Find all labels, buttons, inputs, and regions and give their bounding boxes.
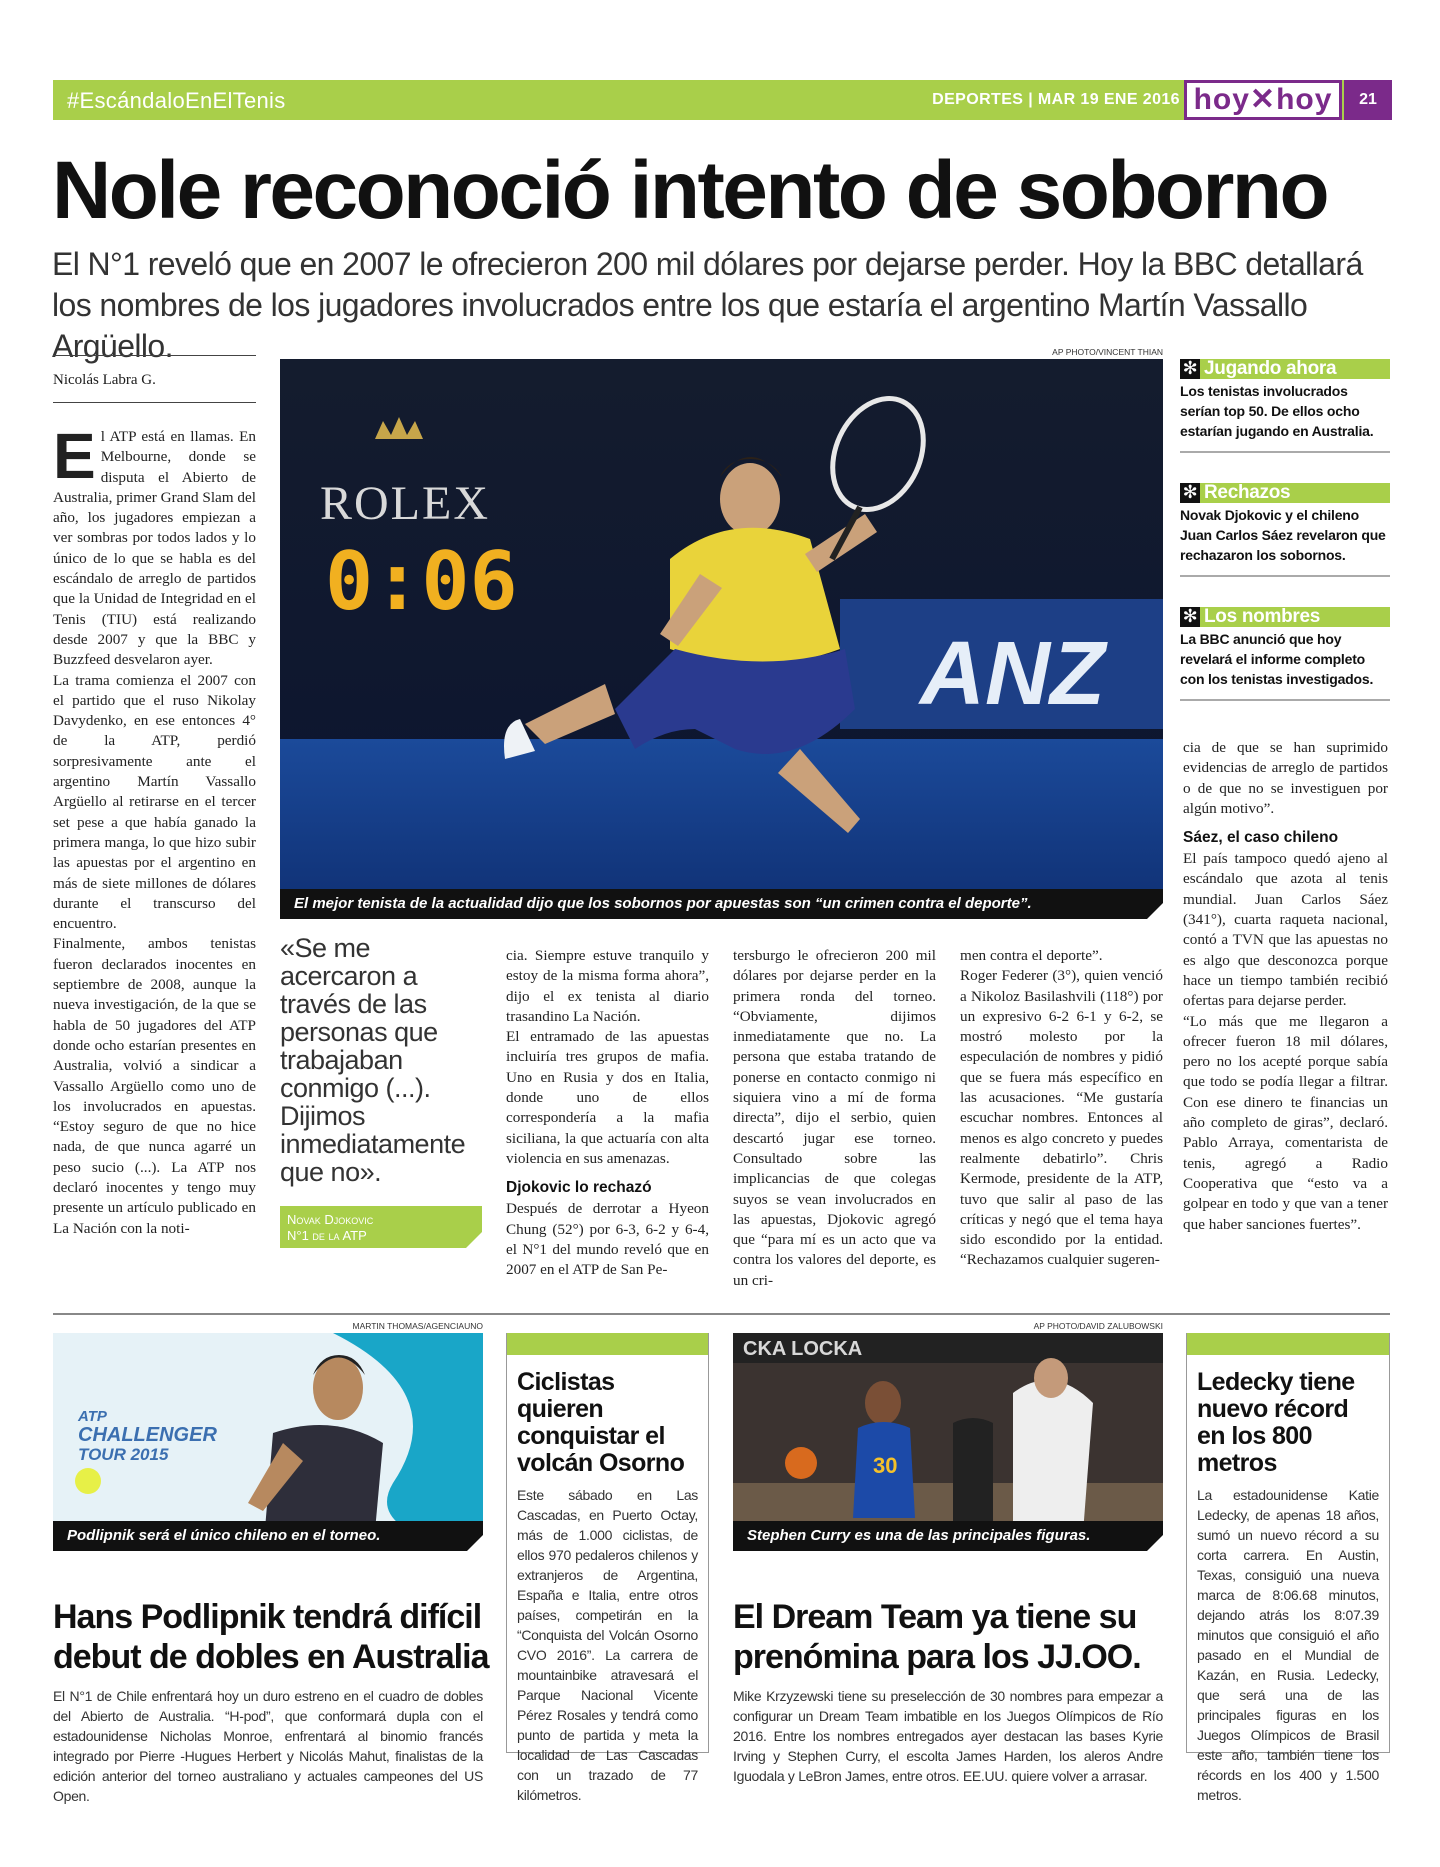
sidebar-heading (1180, 607, 1390, 627)
asterisk-icon: ✻ (1180, 359, 1200, 379)
brief-box-swimming (1186, 1333, 1390, 1803)
corner-fold-icon (467, 1535, 483, 1551)
sidebar-heading (1180, 483, 1390, 503)
deck: El N°1 reveló que en 2007 le ofrecieron 200 mil dólares por dejarse perder. Hoy la BBC detallará los nombres de los jugadores involucrados entre los que estaría el argentino Martín Vassallo Argüello. (52, 246, 1363, 364)
sidebar-title: Los nombres (1204, 606, 1320, 627)
quote-attribution (280, 1206, 482, 1248)
sidebar-title: Rechazos (1204, 482, 1291, 503)
ad-sign-text: ANZ (920, 624, 1105, 724)
page-number: 21 (1344, 80, 1392, 120)
quote-role: N°1 de la ATP (287, 1228, 367, 1243)
sidebar-box-3 (1180, 607, 1390, 701)
col5-paragraph-2: Roger Federer (3°), quien venció a Nikoloz Basilashvili (118°) por un expresivo 6-2 6-1 y 6-2, se mostró molesto por la especulación de nombres y pidió que se fuera más específico en las acusaciones. “Me gustaría escuchar nombres. Entonces al menos es algo concreto y puedes realmente debatirlo”. Chris Kermode, presidente de la ATP, tuvo que salir al paso de las críticas y negó que el tema haya sido escondido por la entidad. “Rechazamos cualquier sugeren- (960, 967, 1163, 1269)
logo-text-2: CHALLENGER (78, 1424, 217, 1446)
col3-paragraph-2: El entramado de las apuestas incluiría tres grupos de mafia. Uno en Rusia y dos en Italia, donde uno de ellos correspondería a la mafia siciliana, la que actuaría con alta violencia en sus amenazas. (506, 1028, 709, 1167)
jersey-number: 30 (873, 1453, 898, 1478)
col4-paragraph-1: tersburgo le ofrecieron 200 mil dólares por dejarse perder en la primera ronda del torneo. “Obviamente, dijimos inmediatamente que no. La persona que estaba tratando de ponerse en contacto conmigo ni siquiera vino a mí de forma directa”, dijo el serbio, quien descartó jugar ese torneo. Consultado sobre las implicancias de que colegas suyos se vean involucrados en las apuestas, Djokovic agregó que “para mí es un acto que va contra los valores del deporte, es un cri- (733, 947, 936, 1289)
col5-paragraph-1: men contra el deporte”. (960, 947, 1103, 964)
sidebar-heading (1180, 359, 1390, 379)
logo-text-1: ATP (78, 1408, 107, 1425)
story-headline: El Dream Team ya tiene su prenómina para los JJ.OO. (733, 1598, 1141, 1676)
basketball-photo (733, 1333, 1163, 1551)
logo-text-3: TOUR 2015 (78, 1445, 169, 1464)
photo-credit: AP PHOTO/VINCENT THIAN (1052, 347, 1163, 357)
col1-paragraph-3: Finalmente, ambos tenistas fueron declarados inocentes en septiembre de 2008, aunque la nueva investigación, de la que se habla de 50 jugadores del ATP donde ocho estarían presentes en Australia, volvió a sindicar a Vassallo Argüello como uno de los involucrados en apuestas. “Estoy seguro de que no hice nada, de que nunca agarré un peso sucio (...). La ATP nos declaró inocentes y tengo muy presente un artículo publicado en La Nación con la noti- (53, 935, 256, 1237)
dropcap: E (53, 420, 96, 492)
quote-text: «Se me acercaron a través de las personas que trabajaban conmigo (...). Dijimos inmediatamente que no». (280, 933, 466, 1187)
asterisk-icon: ✻ (1180, 607, 1200, 627)
col3-paragraph-3: Después de derrotar a Hyeon Chung (52°) por 6-3, 6-2 y 6-4, el N°1 del mundo reveló que en 2007 en el ATP de San Pe- (506, 1200, 709, 1279)
sidebar-text: La BBC anunció que hoy revelará el informe completo con los tenistas investigados. (1180, 627, 1390, 701)
article-column-6 (1183, 738, 1388, 1235)
article-column-1 (53, 420, 256, 1239)
photo-caption: Stephen Curry es una de las principales figuras. (733, 1521, 1163, 1551)
main-photo (280, 359, 1163, 919)
article-column-3 (506, 946, 709, 1280)
basketball-icon (785, 1447, 817, 1479)
brief-headline: Ledecky tiene nuevo récord en los 800 metros (1197, 1368, 1355, 1477)
col1-paragraph-2: La trama comienza el 2007 con el partido que el ruso Nikolay Davydenko, en ese entonces 4° de la ATP, perdió sorpresivamente ante el argentino Martín Vassallo Argüello al retirarse en el tercer set pese a que había ganado la primera manga, lo que hizo subir las apuestas por el argentino en más de siete millones de dólares durante el transcurso del encuentro. (53, 671, 256, 933)
story-body: Mike Krzyzewski tiene su preselección de 30 nombres para empezar a configurar un Dream Team imbatible en los Juegos Olímpicos de Río 2016. Entre los nombres entregados ayer destacan las bases Kyrie Irving y Stephen Curry, el escolta James Harden, los aleros Andre Iguodala y LeBron James, entre otros. EE.UU. quiere volver a arrasar. (733, 1688, 1163, 1784)
brief-headline: Ciclistas quieren conquistar el volcán Osorno (517, 1368, 685, 1477)
col6-paragraph-3: “Lo más que me llegaron a ofrecer fueron 18 mil dólares, pero no los acepté porque sabía que todo se podía llegar a filtrar. Con ese dinero te financias un año completo de giras”, declaró. Pablo Arraya, comentarista de tenis, agregó a Radio Cooperativa que “esto va a golpear en todo y que van a tener que haber sanciones fuertes”. (1183, 1012, 1388, 1233)
corner-fold-icon (1147, 1535, 1163, 1551)
arena-banner-text: CKA LOCKA (743, 1338, 863, 1360)
corner-fold-icon (1147, 903, 1163, 919)
article-column-4 (733, 946, 936, 1291)
byline: Nicolás Labra G. (53, 355, 256, 403)
story-headline: Hans Podlipnik tendrá difícil debut de dobles en Australia (53, 1598, 489, 1676)
sidebar-text: Novak Djokovic y el chileno Juan Carlos Sáez revelaron que rechazaron los sobornos. (1180, 503, 1390, 577)
tennis-ball-icon (75, 1468, 101, 1494)
section-bar (53, 80, 1392, 120)
sidebar-box-2 (1180, 483, 1390, 577)
basketball-illustration (733, 1333, 1163, 1551)
headline: Nole reconoció intento de soborno (52, 145, 1328, 236)
tennis-player-illustration (53, 1333, 483, 1551)
story-body: El N°1 de Chile enfrentará hoy un duro estreno en el cuadro de dobles del Abierto de Australia. “H-pod”, que conformará dupla con el estadounidense Nicholas Monroe, enfrentará al binomio francés integrado por Pierre -Hugues Herbert y Nicolás Mahut, finalistas de la edición anterior del torneo australiano y actuales campeones del US Open. (53, 1688, 483, 1804)
podlipnik-photo (53, 1333, 483, 1551)
quote-name: Novak Djokovic (287, 1212, 374, 1227)
clock-text: 0:06 (325, 535, 518, 628)
sign-brand-text: ROLEX (320, 477, 490, 530)
sidebar-box-1 (1180, 359, 1390, 453)
tennis-player-illustration (280, 359, 1163, 919)
photo-credit: AP PHOTO/DAVID ZALUBOWSKI (1033, 1321, 1163, 1331)
photo-caption: El mejor tenista de la actualidad dijo que los sobornos por apuestas son “un crimen contra el deporte”. (280, 889, 1163, 919)
pull-quote (280, 934, 482, 1248)
subhead: Sáez, el caso chileno (1183, 829, 1339, 847)
article-column-5 (960, 946, 1163, 1271)
col1-paragraph-1: l ATP está en llamas. En Melbourne, donde se disputa el Abierto de Australia, primer Grand Slam del año, los jugadores empiezan a ver sombras por todos lados y lo único de lo que se habla es del escándalo de arreglo de partidos que la Unidad de Integridad en el Tenis (TIU) está realizando desde 2007 y que la BBC y Buzzfeed desvelaron ayer. (53, 428, 256, 669)
brief-body: La estadounidense Katie Ledecky, de apenas 18 años, sumó un nuevo récord a su corta carrera. En Austin, Texas, consiguió una nueva marca de 8:06.68 minutos, dejando atrás los 8:07.39 minutos que consiguió el año pasado en el Mundial de Kazán, en Rusia. Ledecky, que será una de las principales figuras en los Juegos Olímpicos de Brasil este año, también tiene los récords en los 400 y 1.500 metros. (1197, 1487, 1379, 1803)
section-divider (53, 1313, 1390, 1315)
photo-credit: MARTIN THOMAS/AGENCIAUNO (352, 1321, 483, 1331)
brief-body: Este sábado en Las Cascadas, en Puerto Octay, más de 1.000 ciclistas, de ellos 970 pedaleros chilenos y extranjeros de Argentina, España e Italia, entre otros países, competirán en la “Conquista del Volcán Osorno CVO 2016”. La carrera de mountainbike atravesará el Parque Nacional Vicente Pérez Rosales y tendrá como punto de partida y meta la localidad de Las Cascadas con un trazado de 77 kilómetros. (517, 1487, 698, 1803)
section-date: DEPORTES | MAR 19 ENE 2016 (932, 91, 1180, 108)
corner-fold-icon (466, 1232, 482, 1248)
hashtag: #EscándaloEnElTenis (67, 88, 286, 113)
photo-caption: Podlipnik será el único chileno en el torneo. (53, 1521, 483, 1551)
brief-box-cycling (506, 1333, 709, 1803)
col3-paragraph-1: cia. Siempre estuve tranquilo y estoy de la misma forma ahora”, dijo el ex tenista al diario trasandino La Nación. (506, 947, 709, 1025)
col6-paragraph-1: cia de que se han suprimido evidencias de arreglo de partidos o de que no se investiguen por algún motivo”. (1183, 739, 1388, 817)
brand-logo: hoy✕hoy (1184, 80, 1342, 120)
box-accent-bar (507, 1333, 708, 1355)
col6-paragraph-2: El país tampoco quedó ajeno al escándalo que azota al tenis mundial. Juan Carlos Sáez (341°), cuarta raqueta nacional, contó a TVN que las apuestas no es algo que desconozca porque hace un tiempo también recibió ofertas para dejarse perder. (1183, 850, 1388, 1010)
sidebar-title: Jugando ahora (1204, 358, 1337, 379)
subhead: Djokovic lo rechazó (506, 1179, 652, 1197)
asterisk-icon: ✻ (1180, 483, 1200, 503)
sidebar-text: Los tenistas involucrados serían top 50. De ellos ocho estarían jugando en Australia. (1180, 379, 1390, 453)
box-accent-bar (1187, 1333, 1389, 1355)
